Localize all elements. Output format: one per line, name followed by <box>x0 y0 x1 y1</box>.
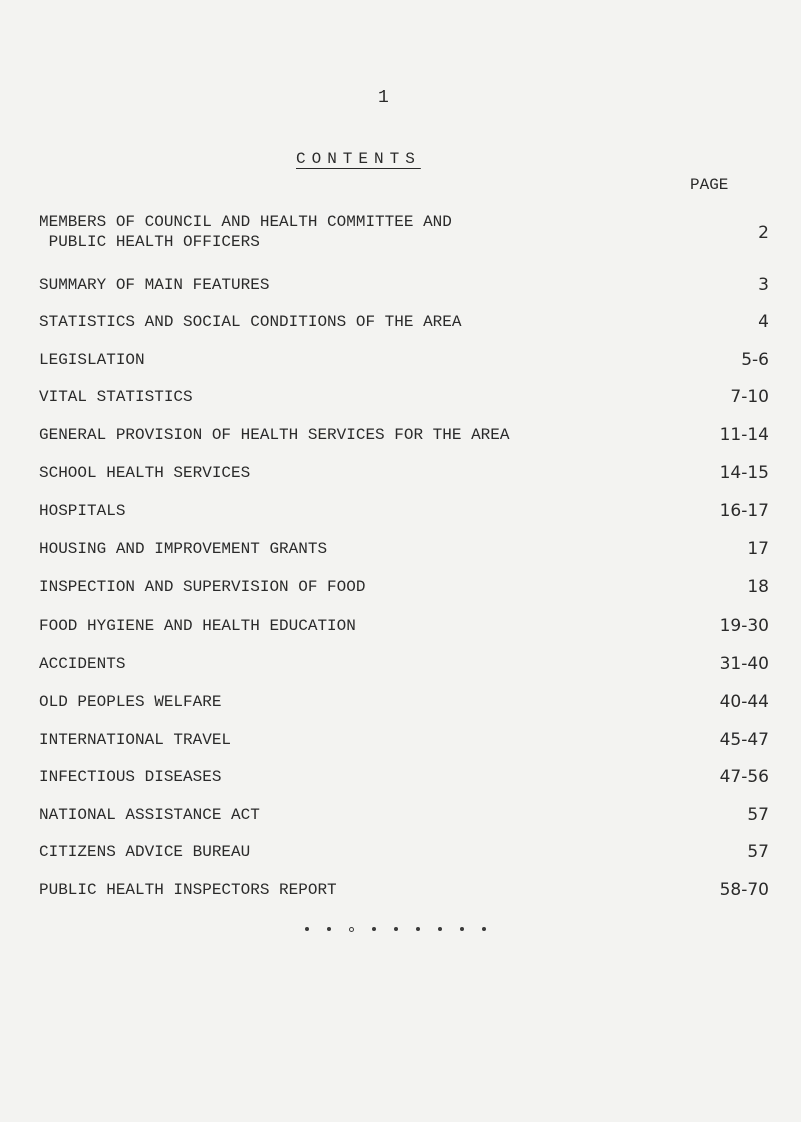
dot-ornament <box>482 927 486 931</box>
dot-ornament <box>327 927 331 931</box>
entry-pages: 57 <box>747 805 769 825</box>
contents-title: CONTENTS <box>296 150 421 168</box>
entry-pages: 40-44 <box>719 692 769 712</box>
entry-pages: 2 <box>758 223 769 243</box>
entry-pages: 45-47 <box>719 730 769 750</box>
entry-label: VITAL STATISTICS <box>39 388 193 406</box>
entry-pages: 5-6 <box>741 350 769 370</box>
entry-label: HOUSING AND IMPROVEMENT GRANTS <box>39 540 328 558</box>
entry-pages: 31-40 <box>719 654 769 674</box>
entry-pages: 11-14 <box>719 425 769 445</box>
dot-ornament <box>460 927 464 931</box>
entry-label: SUMMARY OF MAIN FEATURES <box>39 276 270 294</box>
entry-pages: 3 <box>758 275 769 295</box>
entry-pages: 4 <box>758 312 769 332</box>
entry-label: CITIZENS ADVICE BUREAU <box>39 843 251 861</box>
dot-ornament <box>416 927 420 931</box>
entry-pages: 7-10 <box>730 387 769 407</box>
entry-label: SCHOOL HEALTH SERVICES <box>39 464 251 482</box>
entry-label: GENERAL PROVISION OF HEALTH SERVICES FOR THE AREA <box>39 426 510 444</box>
entry-label: HOSPITALS <box>39 502 126 520</box>
dot-ornament <box>349 927 354 932</box>
entry-label: MEMBERS OF COUNCIL AND HEALTH COMMITTEE AND PUBLIC HEALTH OFFICERS <box>39 213 452 251</box>
entry-pages: 58-70 <box>719 880 769 900</box>
dot-ornament <box>394 927 398 931</box>
dot-ornament <box>305 927 309 931</box>
entry-label: NATIONAL ASSISTANCE ACT <box>39 806 260 824</box>
entry-pages: 47-56 <box>719 767 769 787</box>
entry-pages: 17 <box>747 539 769 559</box>
entry-label: LEGISLATION <box>39 351 145 369</box>
entry-label: INFECTIOUS DISEASES <box>39 768 222 786</box>
entry-label: INTERNATIONAL TRAVEL <box>39 731 232 749</box>
entry-label: INSPECTION AND SUPERVISION OF FOOD <box>39 578 366 596</box>
closing-dots <box>305 927 486 932</box>
entry-pages: 18 <box>747 577 769 597</box>
dot-ornament <box>438 927 442 931</box>
dot-ornament <box>372 927 376 931</box>
entry-pages: 14-15 <box>719 463 769 483</box>
contents-entry <box>39 212 769 252</box>
entry-label: PUBLIC HEALTH INSPECTORS REPORT <box>39 881 337 899</box>
entry-pages: 16-17 <box>719 501 769 521</box>
entry-pages: 57 <box>747 842 769 862</box>
entry-label: FOOD HYGIENE AND HEALTH EDUCATION <box>39 617 356 635</box>
entry-pages: 19-30 <box>719 616 769 636</box>
entry-label: ACCIDENTS <box>39 655 126 673</box>
entry-label: OLD PEOPLES WELFARE <box>39 693 222 711</box>
page-number: 1 <box>378 88 389 108</box>
entry-label: STATISTICS AND SOCIAL CONDITIONS OF THE AREA <box>39 313 462 331</box>
page-column-header: PAGE <box>690 176 729 194</box>
